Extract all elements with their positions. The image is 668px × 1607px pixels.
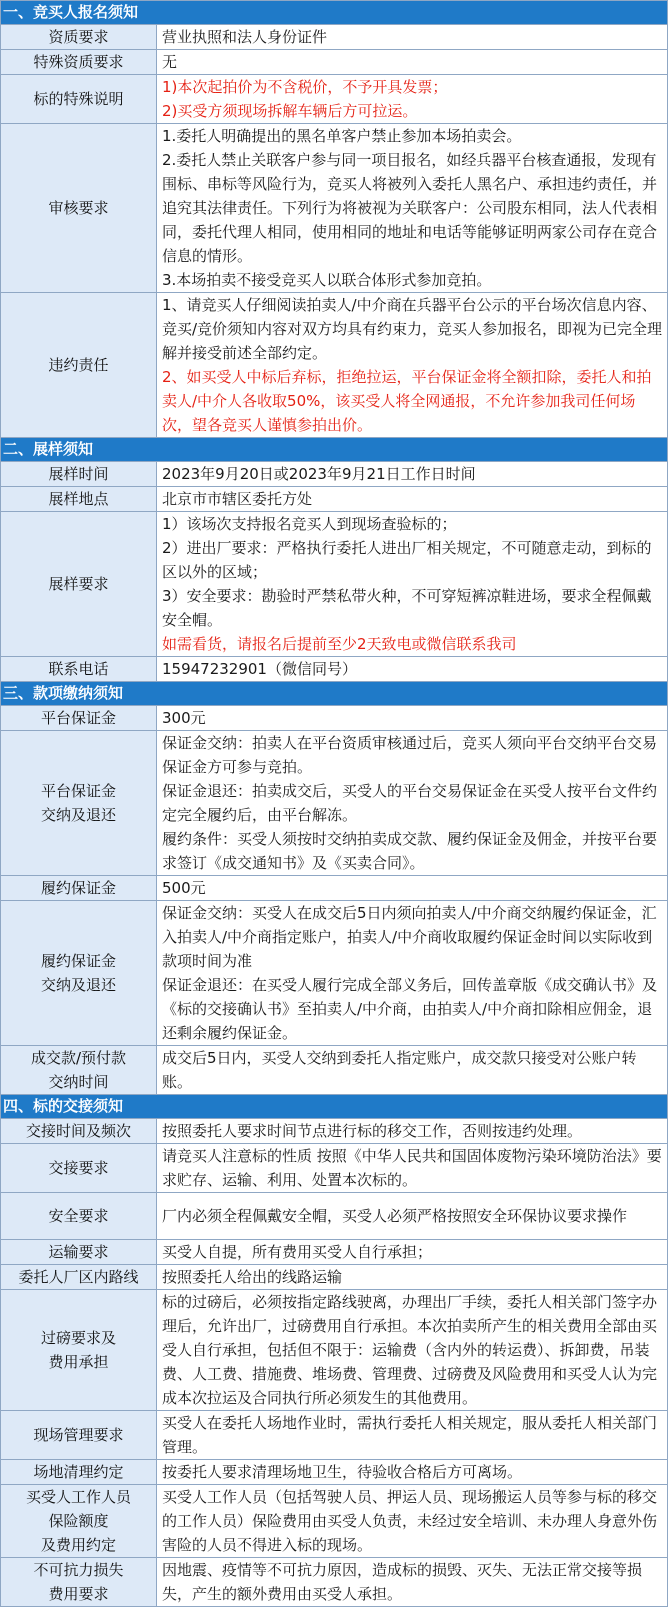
row-label-line: 过磅要求及 (40, 1329, 116, 1347)
row-label (1, 1119, 157, 1144)
value-text: 北京市市辖区委托方处 (162, 490, 313, 508)
row-value (157, 876, 668, 901)
row-value (157, 1485, 668, 1558)
value-text: 保证金退还：在买受人履行完成全部义务后，回传盖章版《成交确认书》及《标的交接确认书》至拍卖人/中介商，由拍卖人/中介商扣除相应佣金，退还剩余履约保证金。 (162, 976, 658, 1042)
row-value (157, 1046, 668, 1095)
row-label-line: 交接时间及频次 (25, 1122, 131, 1140)
value-text: 厂内必须全程佩戴安全帽，买受人必须严格按照安全环保协议要求操作 (162, 1207, 628, 1225)
value-text: 1、请竞买人仔细阅读拍卖人/中介商在兵器平台公示的平台场次信息内容、竞买/竞价须知内容对双方均具有约束力，竞买人参加报名，即视为已完全理解并接受前述全部约定。 (162, 296, 663, 362)
value-text: 标的过磅后，必须按指定路线驶离，办理出厂手续，委托人相关部门签字办理后，允许出厂，过磅费用自行承担。本次拍卖所产生的相关费用全部由买受人自行承担，包括但不限于：运输费（含内外的转运费）、拆卸费，吊装费、人工费、措施费、堆场费、管理费、过磅费及风险费用和买受人认为完成本次拉运及合同执行所必须发生的其他费用。 (162, 1293, 658, 1407)
value-text: 按照委托人要求时间节点进行标的移交工作，否则按违约处理。 (162, 1122, 583, 1140)
value-text: 无 (162, 53, 178, 71)
table-row (1, 512, 668, 657)
row-label-line: 安全要求 (48, 1207, 109, 1225)
row-value (157, 901, 668, 1046)
row-label-line: 运输要求 (48, 1243, 109, 1261)
table-row (1, 876, 668, 901)
row-value (157, 1193, 668, 1240)
row-label (1, 731, 157, 876)
table-row (1, 487, 668, 512)
value-text: 按照委托人给出的线路运输 (162, 1268, 343, 1286)
row-label (1, 1411, 157, 1460)
row-value (157, 1240, 668, 1265)
row-label (1, 1046, 157, 1095)
row-label-line: 履约保证金 (40, 952, 116, 970)
row-value (157, 1119, 668, 1144)
table-row (1, 1144, 668, 1193)
section-title: 一、竞买人报名须知 (1, 1, 668, 25)
row-value (157, 1411, 668, 1460)
row-label (1, 75, 157, 124)
row-value (157, 124, 668, 293)
row-value (157, 75, 668, 124)
section-title: 二、展样须知 (1, 438, 668, 462)
value-text: 3）安全要求：勘验时严禁私带火种，不可穿短裤凉鞋进场，要求全程佩戴安全帽。 (162, 587, 652, 629)
row-label-line: 违约责任 (48, 356, 109, 374)
row-label (1, 1485, 157, 1558)
section-title: 四、标的交接须知 (1, 1095, 668, 1119)
row-label-line: 审核要求 (48, 199, 109, 217)
row-label (1, 876, 157, 901)
row-label (1, 487, 157, 512)
row-label-line: 委托人厂区内路线 (18, 1268, 139, 1286)
row-label (1, 512, 157, 657)
row-label (1, 1240, 157, 1265)
row-label (1, 1290, 157, 1411)
row-label (1, 293, 157, 438)
row-label-line: 交纳及退还 (40, 806, 116, 824)
row-label (1, 1558, 157, 1607)
table-row (1, 1240, 668, 1265)
value-text: 买受人工作人员（包括驾驶人员、押运人员、现场搬运人员等参与标的移交的工作人员）保险费用由买受人负责，未经过安全培训、未办理人身意外伤害险的人员不得进入标的现场。 (162, 1488, 658, 1554)
row-label-line: 成交款/预付款 (30, 1049, 127, 1067)
row-label-line: 特殊资质要求 (33, 53, 124, 71)
value-text: 按委托人要求清理场地卫生，待验收合格后方可离场。 (162, 1463, 523, 1481)
table-row (1, 1046, 668, 1095)
row-label (1, 1265, 157, 1290)
row-label-line: 展样地点 (48, 490, 109, 508)
row-value (157, 1460, 668, 1485)
row-value (157, 1265, 668, 1290)
row-label-line: 联系电话 (48, 660, 109, 678)
table-row (1, 1460, 668, 1485)
warning-text: 1)本次起拍价为不含税价，不予开具发票； (162, 78, 448, 96)
row-value (157, 512, 668, 657)
value-text: 1）该场次支持报名竞买人到现场查验标的； (162, 515, 457, 533)
row-value (157, 50, 668, 75)
section-header (1, 1, 668, 25)
table-row (1, 75, 668, 124)
table-row (1, 901, 668, 1046)
table-row (1, 1558, 668, 1607)
row-value (157, 462, 668, 487)
value-text: 成交后5日内，买受人交纳到委托人指定账户，成交款只接受对公账户转账。 (162, 1049, 637, 1091)
row-value (157, 293, 668, 438)
row-label (1, 50, 157, 75)
value-text: 买受人在委托人场地作业时，需执行委托人相关规定，服从委托人相关部门管理。 (162, 1414, 658, 1456)
value-text: 2.委托人禁止关联客户参与同一项目报名，如经兵器平台核查通报，发现有围标、串标等风险行为，竞买人将被列入委托人黑名户、承担违约责任，并追究其法律责任。下列行为将被视为关联客户：公司股东相同，法人代表相同，委托代理人相同，使用相同的地址和电话等能够证明两家公司存在竞合信息的情形。 (162, 151, 658, 265)
row-label (1, 1460, 157, 1485)
table-row (1, 1485, 668, 1558)
row-label (1, 657, 157, 682)
row-label-line: 费用要求 (48, 1585, 109, 1603)
row-value (157, 706, 668, 731)
table-row (1, 1193, 668, 1240)
row-value (157, 1558, 668, 1607)
table-row (1, 1290, 668, 1411)
row-value (157, 487, 668, 512)
table-row (1, 293, 668, 438)
row-label-line: 标的特殊说明 (33, 90, 124, 108)
row-label (1, 706, 157, 731)
row-label-line: 现场管理要求 (33, 1426, 124, 1444)
row-label-line: 展样时间 (48, 465, 109, 483)
row-label (1, 25, 157, 50)
value-text: 3.本场拍卖不接受竞买人以联合体形式参加竞拍。 (162, 271, 492, 289)
row-label (1, 1144, 157, 1193)
table-row (1, 1119, 668, 1144)
row-value (157, 1144, 668, 1193)
value-text: 营业执照和法人身份证件 (162, 28, 328, 46)
value-text: 2）进出厂要求：严格执行委托人进出厂相关规定，不可随意走动，到标的区以外的区域； (162, 539, 652, 581)
warning-text: 2、如买受人中标后弃标，拒绝拉运，平台保证金将全额扣除，委托人和拍卖人/中介人各收取50%，该买受人将全网通报，不允许参加我司任何场次，望各竞买人谨慎参拍出价。 (162, 368, 652, 434)
row-label-line: 展样要求 (48, 575, 109, 593)
section-header (1, 1095, 668, 1119)
table-row (1, 706, 668, 731)
table-row (1, 731, 668, 876)
row-label (1, 462, 157, 487)
value-text: 15947232901（微信同号） (162, 660, 357, 678)
section-header (1, 682, 668, 706)
value-text: 保证金退还：拍卖成交后，买受人的平台交易保证金在买受人按平台文件约定完全履约后，由平台解冻。 (162, 782, 658, 824)
table-row (1, 1265, 668, 1290)
row-label-line: 平台保证金 (40, 709, 116, 727)
row-label-line: 不可抗力损失 (33, 1561, 124, 1579)
table-row (1, 1411, 668, 1460)
value-text: 保证金交纳：买受人在成交后5日内须向拍卖人/中介商交纳履约保证金，汇入拍卖人/中介商指定账户，拍卖人/中介商收取履约保证金时间以实际收到款项时间为准 (162, 904, 657, 970)
table-row (1, 25, 668, 50)
value-text: 500元 (162, 879, 206, 897)
row-label-line: 履约保证金 (40, 879, 116, 897)
row-value (157, 731, 668, 876)
row-label-line: 场地清理约定 (33, 1463, 124, 1481)
row-label-line: 保险额度 (48, 1512, 109, 1530)
row-label-line: 交纳时间 (48, 1073, 109, 1091)
value-text: 2023年9月20日或2023年9月21日工作日时间 (162, 465, 476, 483)
table-row (1, 462, 668, 487)
section-title: 三、款项缴纳须知 (1, 682, 668, 706)
table-row (1, 50, 668, 75)
row-value (157, 657, 668, 682)
row-label (1, 124, 157, 293)
warning-text: 2)买受方须现场拆解车辆后方可拉运。 (162, 102, 418, 120)
row-label-line: 平台保证金 (40, 782, 116, 800)
value-text: 履约条件：买受人须按时交纳拍卖成交款、履约保证金及佣金，并按平台要求签订《成交通知书》及《买卖合同》。 (162, 830, 658, 872)
value-text: 300元 (162, 709, 206, 727)
value-text: 保证金交纳：拍卖人在平台资质审核通过后，竞买人须向平台交纳平台交易保证金方可参与竞拍。 (162, 734, 658, 776)
table-row (1, 657, 668, 682)
value-text: 买受人自提，所有费用买受人自行承担； (162, 1243, 433, 1261)
row-label-line: 交纳及退还 (40, 976, 116, 994)
row-label (1, 901, 157, 1046)
row-label-line: 资质要求 (48, 28, 109, 46)
section-header (1, 438, 668, 462)
warning-text: 如需看货，请报名后提前至少2天致电或微信联系我司 (162, 635, 517, 653)
row-value (157, 1290, 668, 1411)
value-text: 1.委托人明确提出的黑名单客户禁止参加本场拍卖会。 (162, 127, 522, 145)
row-label-line: 及费用约定 (40, 1536, 116, 1554)
row-label (1, 1193, 157, 1240)
row-value (157, 25, 668, 50)
value-text: 请竞买人注意标的性质 按照《中华人民共和国固体废物污染环境防治法》要求贮存、运输、利用、处置本次标的。 (162, 1147, 662, 1189)
table-row (1, 124, 668, 293)
row-label-line: 买受人工作人员 (25, 1488, 131, 1506)
row-label-line: 费用承担 (48, 1353, 109, 1371)
row-label-line: 交接要求 (48, 1159, 109, 1177)
value-text: 因地震、疫情等不可抗力原因，造成标的损毁、灭失、无法正常交接等损失，产生的额外费用由买受人承担。 (162, 1561, 643, 1603)
